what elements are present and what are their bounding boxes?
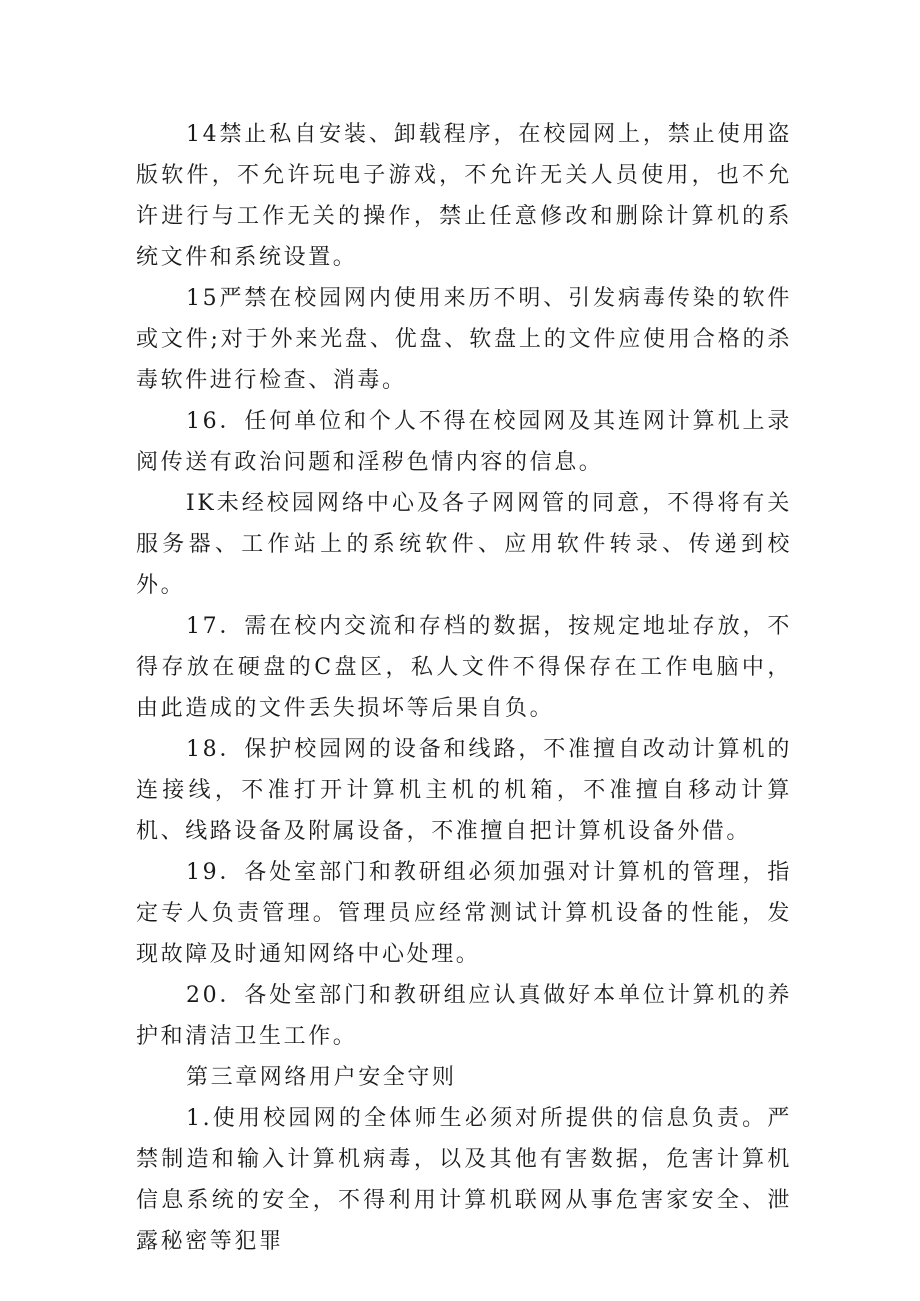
- chapter-heading: 第三章网络用户安全守则: [186, 1065, 457, 1090]
- paragraph-item-17: 17．需在校内交流和存档的数据，按规定地址存放，不得存放在硬盘的C盘区，私人文件不得保存在工作电脑中，由此造成的文件丢失损坏等后果自负。: [136, 614, 792, 721]
- paragraph-item-15: 15严禁在校园网内使用来历不明、引发病毒传染的软件或文件;对于外来光盘、优盘、软盘上的文件应使用合格的杀毒软件进行检查、消毒。: [136, 286, 792, 393]
- paragraph-item-19: 19．各处室部门和教研组必须加强对计算机的管理，指定专人负责管理。管理员应经常测试计算机设备的性能，发现故障及时通知网络中心处理。: [136, 860, 792, 967]
- paragraph-item-14: 14禁止私自安装、卸载程序，在校园网上，禁止使用盗版软件，不允许玩电子游戏，不允许无关人员使用，也不允许进行与工作无关的操作，禁止任意修改和删除计算机的系统文件和系统设置。: [136, 122, 792, 270]
- paragraph-item-18: 18．保护校园网的设备和线路，不准擅自改动计算机的连接线，不准打开计算机主机的机箱，不准擅自移动计算机、线路设备及附属设备，不准擅自把计算机设备外借。: [136, 737, 792, 844]
- paragraph-item-16: 16．任何单位和个人不得在校园网及其连网计算机上录阅传送有政治问题和淫秽色情内容的信息。: [136, 409, 792, 475]
- paragraph-item-ik: IK未经校园网络中心及各子网网管的同意，不得将有关服务器、工作站上的系统软件、应用软件转录、传递到校外。: [136, 491, 792, 598]
- chapter-paragraph-1: 1.使用校园网的全体师生必须对所提供的信息负责。严禁制造和输入计算机病毒，以及其他有害数据，危害计算机信息系统的安全，不得利用计算机联网从事危害家安全、泄露秘密等犯罪: [136, 1106, 792, 1254]
- paragraph-item-20: 20．各处室部门和教研组应认真做好本单位计算机的养护和清洁卫生工作。: [136, 983, 792, 1049]
- document-page: [136, 114, 792, 1262]
